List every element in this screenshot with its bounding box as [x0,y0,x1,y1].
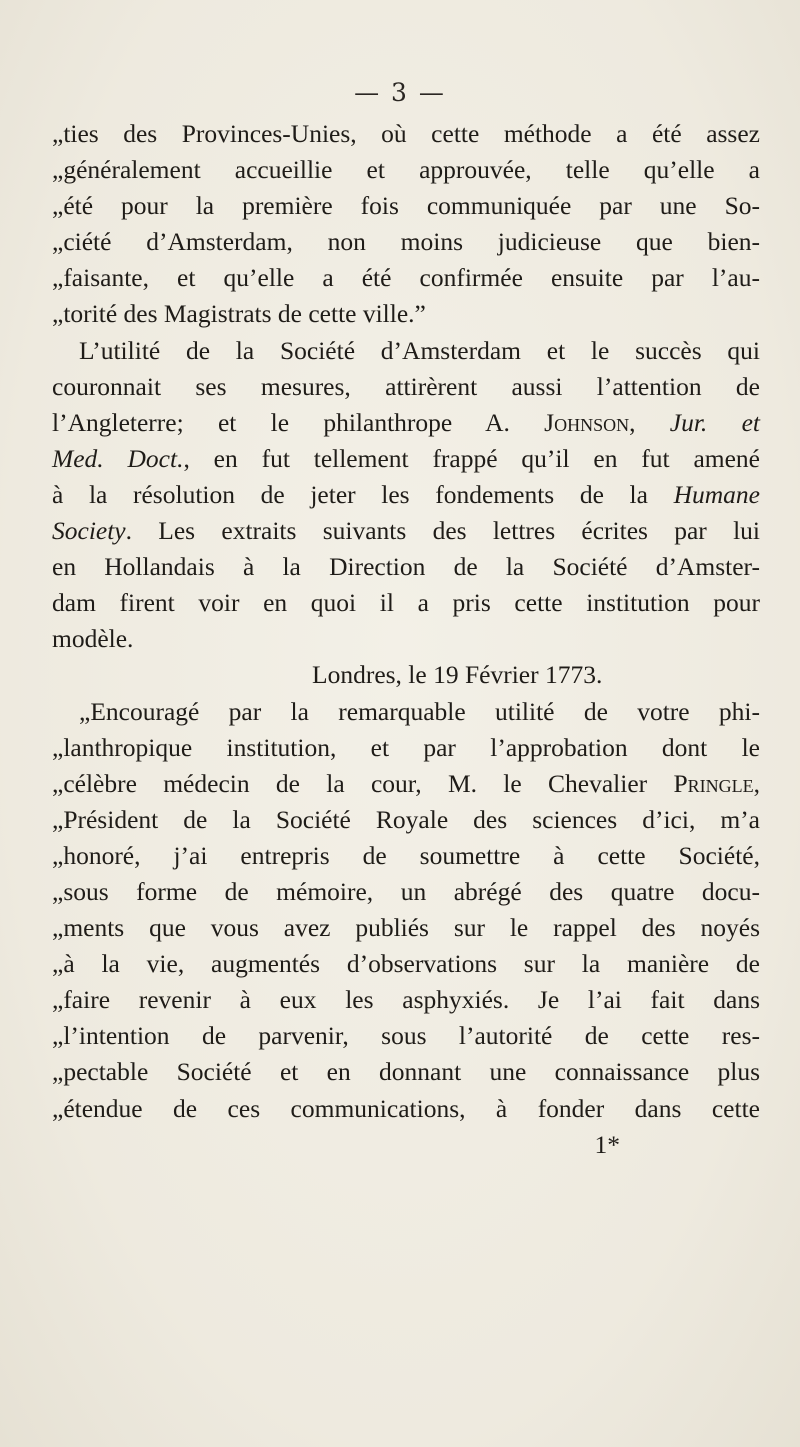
text-line-12 [52,513,760,549]
text-line-2: „généralement accueillie et approuvée, telle qu’elle a [52,155,760,185]
author-name-pringle: Pringle [673,768,754,798]
text-line-10 [52,441,760,477]
text-segment: , [629,407,670,437]
text-segment: à la résolution de jeter les fondements de la [52,479,674,509]
text-line-8: couronnait ses mesures, attirèrent aussi l’attention de [52,371,760,401]
text-line-28: „étendue de ces communications, à fonder dans cette [52,1093,760,1123]
text-line-18: „lanthropique institution, et par l’approbation dont le [52,732,760,762]
text-line-24: „à la vie, augmentés d’observations sur la manière de [52,949,760,979]
text-line-21: „honoré, j’ai entrepris de soumettre à cette Société, [52,840,760,870]
text-segment: , [753,768,760,798]
text-line-4: „ciété d’Amsterdam, non moins judicieuse que bien- [52,227,760,257]
text-line-22: „sous forme de mémoire, un abrégé des quatre docu- [52,876,760,906]
text-line-27: „pectable Société et en donnant une connaissance plus [52,1057,760,1087]
text-segment: , en fut tellement frappé qu’il en fut amené [183,443,760,473]
text-line-26: „l’intention de parvenir, sous l’autorité de cette res- [52,1021,760,1051]
text-line-1: „ties des Provinces-Unies, où cette méthode a été assez [52,119,760,148]
printer-signature-mark: 1* [594,1129,620,1159]
text-segment: l’Angleterre; et le philanthrope A. [52,407,545,437]
title-abbreviation: Jur. et [669,407,760,437]
text-line-6: „torité des Magistrats de cette ville.” [52,299,426,329]
text-segment: . Les extraits suivants des lettres écrites par lui [125,516,760,546]
letter-dateline: Londres, le 19 Février 1773. [312,660,603,690]
text-line-7: L’utilité de la Société d’Amsterdam et le succès qui [79,335,760,365]
text-line-17: „Encouragé par la remarquable utilité de votre phi- [79,696,760,726]
text-line-23: „ments que vous avez publiés sur le rappel des noyés [52,913,760,943]
text-line-11 [52,477,760,513]
body-text [52,116,760,1163]
text-line-20: „Président de la Société Royale des sciences d’ici, m’a [52,804,760,834]
text-line-14: dam firent voir en quoi il a pris cette institution pour [52,588,760,618]
text-line-9 [52,405,760,441]
text-segment: „célèbre médecin de la cour, M. le Chevalier [52,768,674,798]
text-line-25: „faire revenir à eux les asphyxiés. Je l’ai fait dans [52,985,760,1015]
text-line-3: „été pour la première fois communiquée par une So- [52,191,760,221]
title-abbreviation: Med. Doct. [52,443,184,473]
society-name: Humane [673,479,760,509]
society-name: Society [52,516,126,546]
author-name-johnson: Johnson [544,407,630,437]
page-number: — 3 — [354,78,446,107]
text-line-15: modèle. [52,624,134,654]
text-line-5: „faisante, et qu’elle a été confirmée ensuite par l’au- [52,263,760,293]
text-line-13: en Hollandais à la Direction de la Société d’Amster- [52,552,760,582]
text-line-19 [52,766,760,802]
